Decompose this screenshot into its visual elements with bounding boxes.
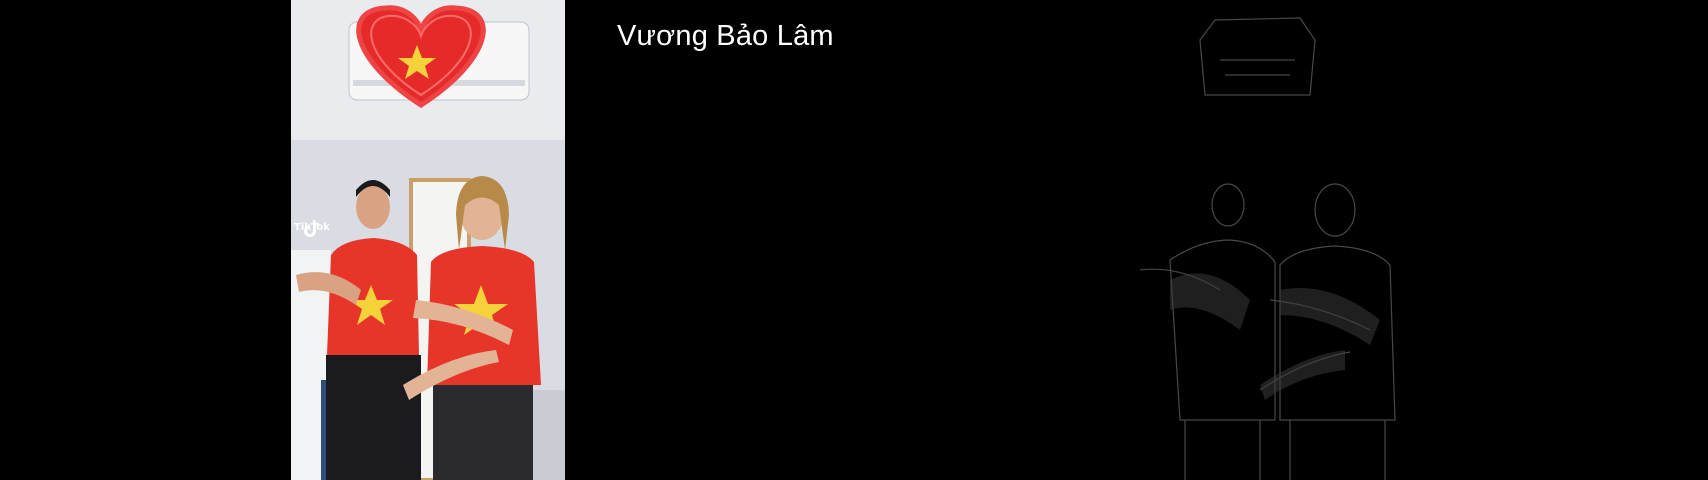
ghost-motion-patch-1 xyxy=(1170,273,1250,330)
caption-title: Vương Bảo Lâm xyxy=(617,20,834,52)
ghost-woman-body xyxy=(1280,246,1395,420)
edge-silhouette xyxy=(1140,0,1420,480)
ghost-motion-patch-2 xyxy=(1280,288,1380,345)
video-scene xyxy=(291,0,565,480)
video-frame xyxy=(291,0,565,480)
man-pants xyxy=(326,355,421,480)
ghost-woman-head xyxy=(1315,184,1355,236)
ghost-man-body xyxy=(1170,240,1275,420)
ghost-heart-outline xyxy=(1200,18,1315,95)
tiktok-watermark-label: TikTok xyxy=(294,222,330,233)
woman-pants xyxy=(433,385,533,480)
man-face xyxy=(356,185,390,229)
ghost-lines xyxy=(1220,60,1295,75)
ghost-man-head xyxy=(1212,184,1244,226)
ghost-legs xyxy=(1185,420,1385,480)
ghost-motion-patch-3 xyxy=(1260,350,1345,400)
